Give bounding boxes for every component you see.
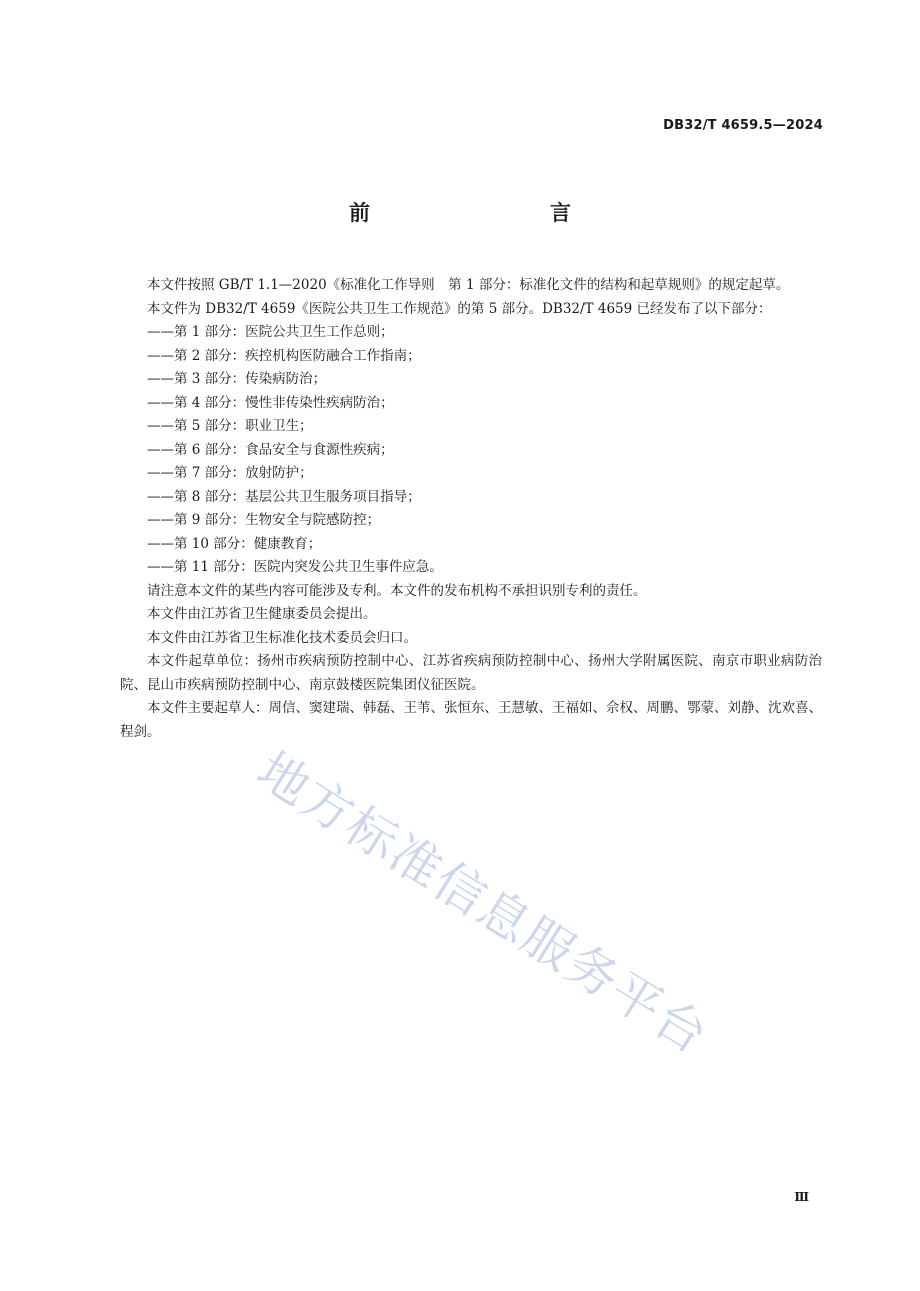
patent-notice: 请注意本文件的某些内容可能涉及专利。本文件的发布机构不承担识别专利的责任。 [147, 582, 647, 599]
list-item: ——第 8 部分：基层公共卫生服务项目指导； [147, 488, 421, 505]
page-number: Ⅲ [794, 1190, 809, 1204]
list-item: ——第 4 部分：慢性非传染性疾病防治； [147, 394, 394, 411]
intro-paragraph: 本文件按照 GB/T 1.1—2020《标准化工作导则 第 1 部分：标准化文件的结构和起草规则》的规定起草。 [147, 277, 790, 293]
list-item: ——第 10 部分：健康教育； [147, 535, 322, 552]
watermark: 地方标准信息服务平台 [247, 741, 719, 1066]
proposer-paragraph: 本文件由江苏省卫生健康委员会提出。 [147, 606, 377, 622]
list-item: ——第 9 部分：生物安全与院感防控； [147, 512, 381, 528]
list-item: ——第 11 部分：医院内突发公共卫生事件应急。 [147, 559, 443, 575]
document-body [120, 274, 822, 744]
page-title: 前 言 [349, 201, 617, 225]
list-item: ——第 6 部分：食品安全与食源性疾病； [147, 441, 394, 458]
list-item: ——第 1 部分：医院公共卫生工作总则； [147, 324, 394, 340]
list-item: ——第 5 部分：职业卫生； [147, 418, 313, 434]
list-item: ——第 7 部分：放射防护； [147, 465, 313, 481]
document-code: DB32/T 4659.5—2024 [663, 118, 823, 133]
list-item: ——第 3 部分：传染病防治； [147, 371, 327, 387]
drafters-paragraph: 本文件主要起草人：周信、窦建瑞、韩磊、王苇、张恒东、王慧敏、王福如、佘权、周鹏、鄂蒙、刘静、沈欢喜、程剑。 [120, 700, 822, 740]
series-paragraph: 本文件为 DB32/T 4659《医院公共卫生工作规范》的第 5 部分。DB32/T 4659 已经发布了以下部分： [147, 300, 772, 317]
committee-paragraph: 本文件由江苏省卫生标准化技术委员会归口。 [147, 629, 417, 646]
list-item: ——第 2 部分：疾控机构医防融合工作指南； [147, 347, 421, 364]
drafting-units-paragraph: 本文件起草单位：扬州市疾病预防控制中心、江苏省疾病预防控制中心、扬州大学附属医院、南京市职业病防治院、昆山市疾病预防控制中心、南京鼓楼医院集团仪征医院。 [120, 653, 822, 693]
